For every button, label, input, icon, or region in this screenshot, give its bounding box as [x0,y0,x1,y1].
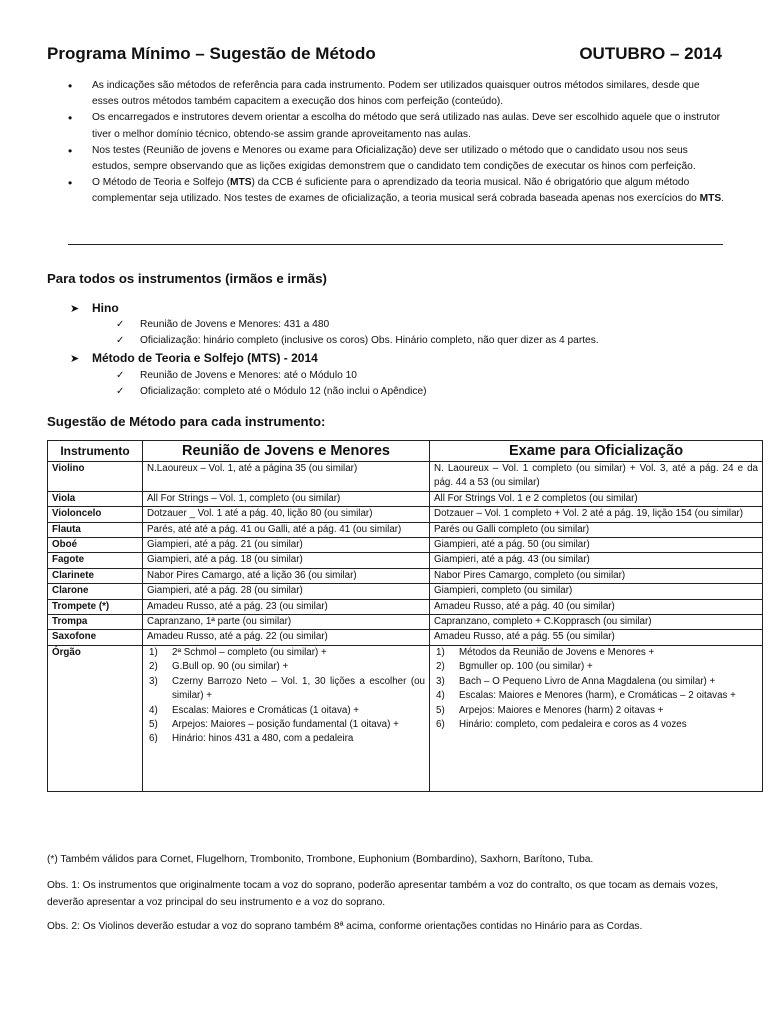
table-row [48,522,763,537]
list-item [434,689,758,703]
list-number: 2) [149,661,158,673]
ofic-cell: Amadeu Russo, até a pág. 40 (ou similar) [430,599,763,614]
intro-bullet-mts [48,175,728,207]
mts-text: O Método de Teoria e Solfejo ( [92,177,230,189]
list-number: 6) [436,718,445,730]
divider [68,244,723,245]
ofic-cell: Giampieri, até a pág. 50 (ou similar) [430,538,763,553]
arrow-bullet-icon: ➤ [70,303,80,315]
table-row-organ [48,645,763,791]
ofic-cell: Parés ou Galli completo (ou similar) [430,522,763,537]
table-row [48,462,763,492]
column-header: Reunião de Jovens e Menores [143,441,430,462]
ofic-cell: All For Strings Vol. 1 e 2 completos (ou similar) [430,491,763,506]
table-row [48,538,763,553]
footnote-asterisk: (*) Também válidos para Cornet, Flugelhorn, Trombonito, Trombone, Euphonium (Bombardino), Saxhorn, Barítono, Tuba. [47,854,594,865]
list-text: Escalas: Maiores e Menores (harm), e Cromáticas – 2 oitavas + [459,690,736,702]
list-item [434,718,758,732]
list-item [147,646,425,660]
table-row [48,491,763,506]
subitem-text: Reunião de Jovens e Menores: até o Módulo 10 [140,370,357,381]
rjm-cell: Amadeu Russo, até a pág. 23 (ou similar) [143,599,430,614]
list-number: 3) [436,675,445,687]
document-date: OUTUBRO – 2014 [579,44,722,63]
instrument-cell: Fagote [48,553,143,568]
instrument-cell: Flauta [48,522,143,537]
list-item [434,704,758,718]
list-number: 5) [149,718,158,730]
list-text: Arpejos: Maiores e Menores (harm) 2 oitavas + [459,704,664,716]
list-item [434,675,758,689]
ofic-cell: N. Laoureux – Vol. 1 completo (ou similar) + Vol. 3, até a pág. 24 e da pág. 44 a 53 (ou similar) [430,462,763,492]
instrument-cell: Violoncelo [48,507,143,522]
table-title: Sugestão de Método para cada instrumento: [47,414,326,429]
intro-bullet: • Os encarregados e instrutores devem orientar a escolha do método que será utilizado nas aulas. Deve ser escolhido aquele que o instrutor tiver o melhor domínio técnico, obtendo-se assim grande aproveitamento nas aulas. [48,110,728,142]
list-item [147,704,425,718]
list-text: Bach – O Pequeno Livro de Anna Magdalena (ou similar) + [459,675,716,687]
list-text: Hinário: hinos 431 a 480, com a pedaleira [172,733,354,745]
rjm-cell: Amadeu Russo, até a pág. 22 (ou similar) [143,630,430,645]
rjm-cell: Parés, até até a pág. 41 ou Galli, até a pág. 41 (ou similar) [143,522,430,537]
arrow-bullet-icon: ➤ [70,353,80,365]
subitem [116,386,427,397]
subitem [116,370,357,381]
rjm-cell: Giampieri, até a pág. 18 (ou similar) [143,553,430,568]
rjm-cell: N.Laoureux – Vol. 1, até a página 35 (ou similar) [143,462,430,492]
group-title: Método de Teoria e Solfejo (MTS) - 2014 [92,351,318,365]
list-number: 4) [436,690,445,702]
list-text: Escalas: Maiores e Cromáticas (1 oitava) + [172,704,360,716]
ofic-cell: Giampieri, até a pág. 43 (ou similar) [430,553,763,568]
checkmark-icon: ✓ [116,386,125,397]
rjm-cell: Giampieri, até a pág. 21 (ou similar) [143,538,430,553]
ofic-cell [430,645,763,791]
list-text: Arpejos: Maiores – posição fundamental (1 oitava) + [172,718,399,730]
group-hino [70,301,119,315]
list-item [147,718,425,732]
footnote-obs2: Obs. 2: Os Violinos deverão estudar a voz do soprano também 8ª acima, conforme orientações contidas no Hinário para as Cordas. [47,921,643,932]
list-item [434,646,758,660]
rjm-cell: All For Strings – Vol. 1, completo (ou similar) [143,491,430,506]
list-number: 2) [436,661,445,673]
list-text: Métodos da Reunião de Jovens e Menores + [459,646,655,658]
intro-bullet: • As indicações são métodos de referência para cada instrumento. Podem ser utilizados quaisquer outros métodos similares, desde que esses outros métodos também capacitem a execução dos hinos com perfeição (conteúdo). [48,78,728,110]
mts-bold: MTS [230,177,252,189]
all-instruments-title: Para todos os instrumentos (irmãos e irmãs) [47,271,327,286]
instrument-cell: Clarone [48,584,143,599]
list-number: 6) [149,733,158,745]
list-item [434,660,758,674]
group-mts [70,351,318,365]
subitem-text: Oficialização: hinário completo (inclusive os coros) Obs. Hinário completo, não quer dizer as 4 partes. [140,335,599,346]
ofic-cell: Capranzano, completo + C.Kopprasch (ou similar) [430,615,763,630]
list-text: G.Bull op. 90 (ou similar) + [172,661,289,673]
ofic-cell: Dotzauer – Vol. 1 completo + Vol. 2 até a pág. 19, lição 154 (ou similar) [430,507,763,522]
rjm-cell: Dotzauer _ Vol. 1 até a pág. 40, lição 80 (ou similar) [143,507,430,522]
list-number: 1) [436,646,445,658]
intro-bullet-list [48,78,728,208]
table-row [48,630,763,645]
organ-ofic-list [434,646,758,732]
table-row [48,615,763,630]
subitem [116,319,329,330]
table-row [48,599,763,614]
organ-rjm-list [147,646,425,747]
instrument-cell: Trompa [48,615,143,630]
page-header [47,44,722,68]
footnote-obs1: Obs. 1: Os instrumentos que originalmente tocam a voz do soprano, poderão apresentar também a voz do contralto, os que tocam as demais vozes, deverão apresentar a voz principal do seu instrumento e a voz do soprano. [47,880,719,908]
instrument-cell: Violino [48,462,143,492]
table-row [48,507,763,522]
instrument-cell: Trompete (*) [48,599,143,614]
list-number: 5) [436,704,445,716]
checkmark-icon: ✓ [116,370,125,381]
list-text: Hinário: completo, com pedaleira e coros as 4 vozes [459,718,687,730]
document-title: Programa Mínimo – Sugestão de Método [47,44,376,63]
instrument-cell: Saxofone [48,630,143,645]
rjm-cell [143,645,430,791]
list-item [147,732,425,746]
table-header-row [48,441,763,462]
list-item [147,660,425,674]
ofic-cell: Nabor Pires Camargo, completo (ou similar) [430,568,763,583]
rjm-cell: Giampieri, até a pág. 28 (ou similar) [143,584,430,599]
mts-text: . [721,193,724,205]
list-number: 1) [149,646,158,658]
list-number: 3) [149,675,158,687]
checkmark-icon: ✓ [116,319,125,330]
ofic-cell: Amadeu Russo, até a pág. 55 (ou similar) [430,630,763,645]
list-number: 4) [149,704,158,716]
column-header: Exame para Oficialização [430,441,763,462]
mts-bold: MTS [699,193,722,205]
list-text: Bgmuller op. 100 (ou similar) + [459,661,593,673]
intro-bullet: • Nos testes (Reunião de jovens e Menores ou exame para Oficialização) deve ser utilizado o método que o candidato usou nos seus estudos, sempre observando que as lições exigidas demonstrem que o candidato tem condições de executar os hinos com perfeição. [48,143,728,175]
ofic-cell: Giampieri, completo (ou similar) [430,584,763,599]
subitem-text: Reunião de Jovens e Menores: 431 a 480 [140,319,330,330]
instrument-cell: Oboé [48,538,143,553]
table-row [48,584,763,599]
instrument-cell: Órgão [48,645,143,791]
list-text: 2ª Schmol – completo (ou similar) + [172,646,327,658]
rjm-cell: Nabor Pires Camargo, até a lição 36 (ou similar) [143,568,430,583]
rjm-cell: Capranzano, 1ª parte (ou similar) [143,615,430,630]
table-row [48,553,763,568]
list-text: Czerny Barrozo Neto – Vol. 1, 30 lições a escolher (ou similar) + [172,675,425,702]
column-header: Instrumento [48,441,143,462]
method-table [47,440,763,792]
subitem [116,335,599,346]
list-item [147,675,425,704]
instrument-cell: Viola [48,491,143,506]
mts-text: ) da CCB é suficiente para o aprendizado da teoria musical. Não é obrigatório que algum método complementar seja utilizado. Nos testes de exames de oficialização, a teoria musical será cobrada baseada apenas nos exercícios do [92,177,700,205]
checkmark-icon: ✓ [116,335,125,346]
instrument-cell: Clarinete [48,568,143,583]
table-row [48,568,763,583]
group-title: Hino [92,301,119,315]
subitem-text: Oficialização: completo até o Módulo 12 (não inclui o Apêndice) [140,386,427,397]
